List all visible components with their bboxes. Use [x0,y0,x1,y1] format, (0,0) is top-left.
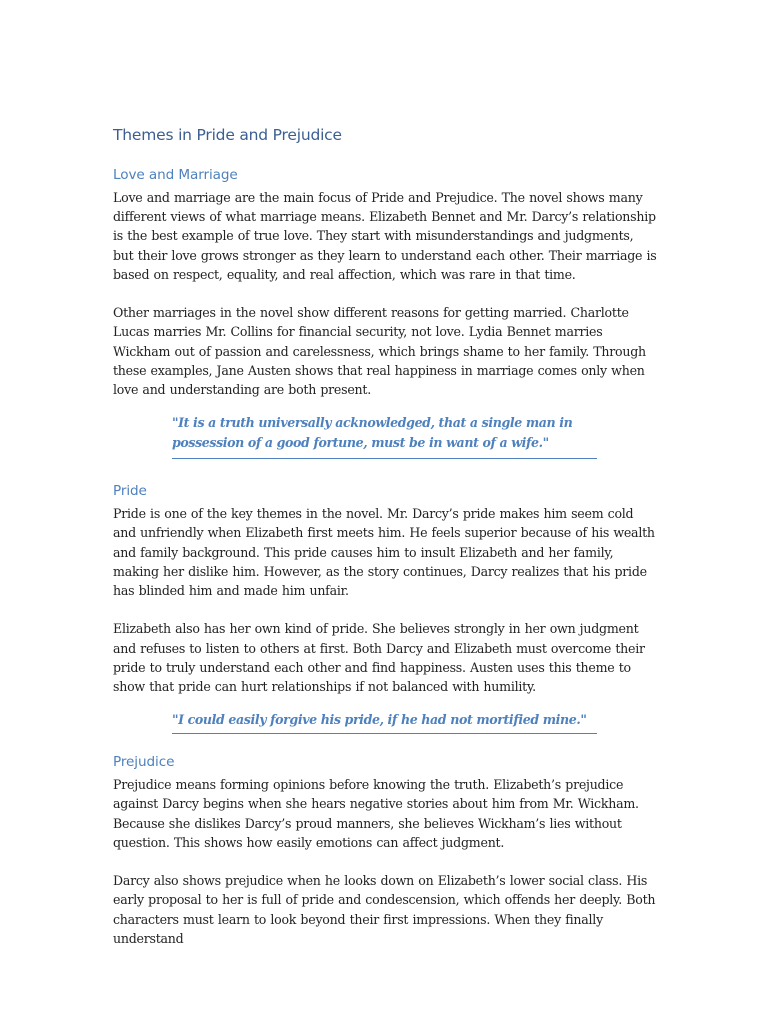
paragraph: Other marriages in the novel show different reasons for getting married. Charlotte Lucas marries Mr. Collins for financial security, not love. Lydia Bennet marries Wickham out of passion and carelessness, which brings shame to her family. Through these examples, Jane Austen shows that real happiness in marriage comes only when love and understanding are both present. [113,305,646,398]
section-prejudice [113,752,658,948]
pull-quote: "It is a truth universally acknowledged, that a single man in possession of a good fortune, must be in want of a wife." [172,413,597,459]
paragraph: Elizabeth also has her own kind of pride. She believes strongly in her own judgment and refuses to listen to others at first. Both Darcy and Elizabeth must overcome their pride to truly understand each other and find happiness. Austen uses this theme to show that pride can hurt relationships if not balanced with humility. [113,621,645,695]
section-heading-prejudice: Prejudice [113,754,175,771]
paragraph: Darcy also shows prejudice when he looks down on Elizabeth’s lower social class. His early proposal to her is full of pride and condescension, which offends her deeply. Both characters must learn to look beyond their first impressions. When they finally understand [113,873,656,946]
document-page [113,122,658,967]
paragraph: Love and marriage are the main focus of Pride and Prejudice. The novel shows many different views of what marriage means. Elizabeth Bennet and Mr. Darcy’s relationship is the best example of true love. They start with misunderstandings and judgments, but their love grows stronger as they learn to understand each other. Their marriage is based on respect, equality, and real affection, which was rare in that time. [113,190,657,282]
paragraph: Prejudice means forming opinions before knowing the truth. Elizabeth’s prejudice against Darcy begins when she hears negative stories about him from Mr. Wickham. Because she dislikes Darcy’s proud manners, she believes Wickham’s lies without question. This shows how easily emotions can affect judgment. [113,777,639,850]
section-heading-pride: Pride [113,483,147,500]
section-pride [113,481,658,734]
section-heading-love-and-marriage: Love and Marriage [113,167,238,183]
document-title: Themes in Pride and Prejudice [113,126,342,144]
section-love-and-marriage [113,165,658,459]
paragraph: Pride is one of the key themes in the novel. Mr. Darcy’s pride makes him seem cold and unfriendly when Elizabeth first meets him. He feels superior because of his wealth and family background. This pride causes him to insult Elizabeth and her family, making her dislike him. However, as the story continues, Darcy realizes that his pride has blinded him and made him unfair. [113,506,655,599]
pull-quote: "I could easily forgive his pride, if he had not mortified mine." [172,710,597,734]
